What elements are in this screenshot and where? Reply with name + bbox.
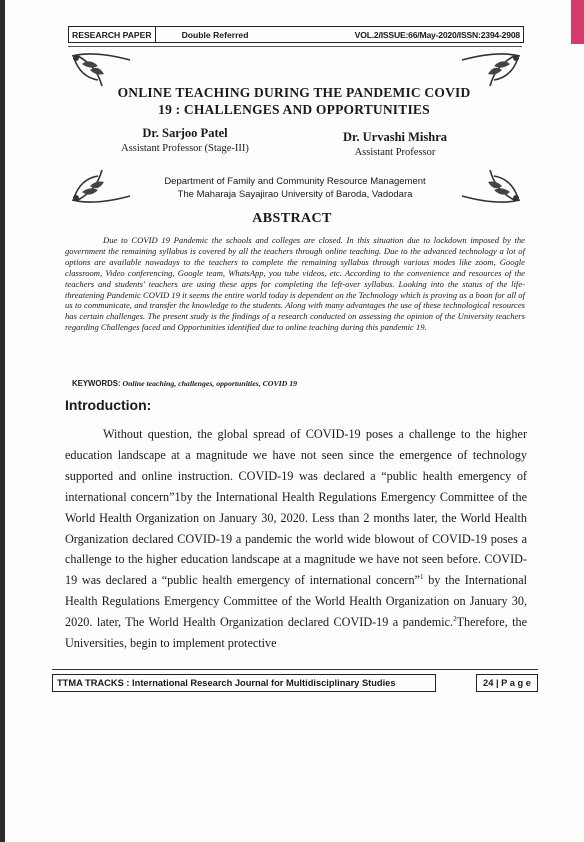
affiliation-line-1: Department of Family and Community Resource Management	[164, 176, 426, 187]
keywords-label: KEYWORDS:	[72, 379, 121, 388]
author-2-role: Assistant Professor	[354, 147, 436, 158]
header-rule	[68, 46, 522, 47]
author-1-name: Dr. Sarjoo Patel	[142, 126, 228, 140]
footer-rule	[52, 669, 538, 670]
introduction-paragraph	[65, 424, 527, 654]
volume-info: VOL.2/ISSUE:66/May-2020/ISSN:2394-2908	[354, 29, 520, 40]
paper-title	[84, 84, 504, 118]
flourish-ornament-bottom-right	[454, 166, 524, 206]
keywords-text: Online teaching, challenges, opportunities, COVID 19	[122, 379, 298, 388]
author-2	[320, 130, 470, 158]
footer-journal-name: TTMA TRACKS : International Research Journal for Multidisciplinary Studies	[52, 674, 436, 692]
journal-header	[68, 26, 524, 43]
scan-left-edge	[0, 0, 5, 842]
affiliation	[150, 176, 440, 201]
review-label: Double Referred	[181, 29, 249, 40]
title-line-2: 19 : CHALLENGES AND OPPORTUNITIES	[158, 102, 430, 117]
title-line-1: ONLINE TEACHING DURING THE PANDEMIC COVID	[117, 85, 471, 100]
flourish-ornament-bottom-left	[68, 166, 138, 206]
author-1	[100, 126, 270, 154]
intro-text-part-1: Without question, the global spread of COVID-19 poses a challenge to the higher education landscape at a magnitude we have not seen since the emergence of technology supported and online instruction. COVID-19 was declared a “public health emergency of international concern”1by the International Health Regulations Emergency Committee of the World Health Organization on January 30, 2020. Less than 2 months later, the World Health Organization declared COVID-19 a pandemic the world wide blowout of COVID-19 poses a challenge to the higher education landscape at a magnitude we have not seen before. COVID-19 was declared a “public health emergency of international concern”	[65, 427, 527, 588]
section-label: RESEARCH PAPER	[69, 27, 156, 42]
author-2-name: Dr. Urvashi Mishra	[342, 130, 448, 144]
footnote-ref-2: 2	[453, 615, 457, 624]
abstract-body: Due to COVID 19 Pandemic the schools and colleges are closed. In this situation due to lockdown imposed by the government the remaining syllabus is covered by all the teachers through online teaching. Due to the advanced technology a lot of options are available nowadays to the teachers to complete the remaining syllabus through various modes like zoom, Google classroom, Video conferencing, Google team, WhatsApp, you tube videos, etc. According to the convenience and resources of the teachers and students' teachers are using these apps for completing the left-over syllabus. Looking into the status of the life-threatening Pandemic COVID 19 it seems the entire world today is dependent on the Technology which is proving as a boon for all of us to communicate, and transfer the knowledge to the students. Along with many advantages the use of these technological resources has certain challenges. The present study is the findings of a research conducted on assessing the opinion of the University teachers regarding Challenges faced and Opportunities identified due to online teaching during this pandemic 19.	[65, 235, 525, 333]
introduction-heading: Introduction:	[65, 397, 152, 413]
abstract-heading: ABSTRACT	[252, 211, 332, 226]
affiliation-line-2: The Maharaja Sayajirao University of Baroda, Vadodara	[177, 188, 413, 200]
page-number: 24 | P a g e	[476, 674, 538, 692]
author-1-role: Assistant Professor (Stage-III)	[121, 143, 249, 154]
page-tab-marker	[571, 0, 584, 44]
intro-text-part-3: Therefore, the Universities, begin to implement protective	[65, 615, 527, 651]
keywords	[72, 379, 297, 388]
intro-text-part-2: by the International Health Regulations Emergency Committee of the World Health Organization on January 30, 2020. later, The World Health Organization declared COVID-19 a pandemic.	[65, 573, 527, 630]
footnote-ref-1: 1	[419, 573, 424, 582]
journal-footer	[52, 675, 538, 691]
